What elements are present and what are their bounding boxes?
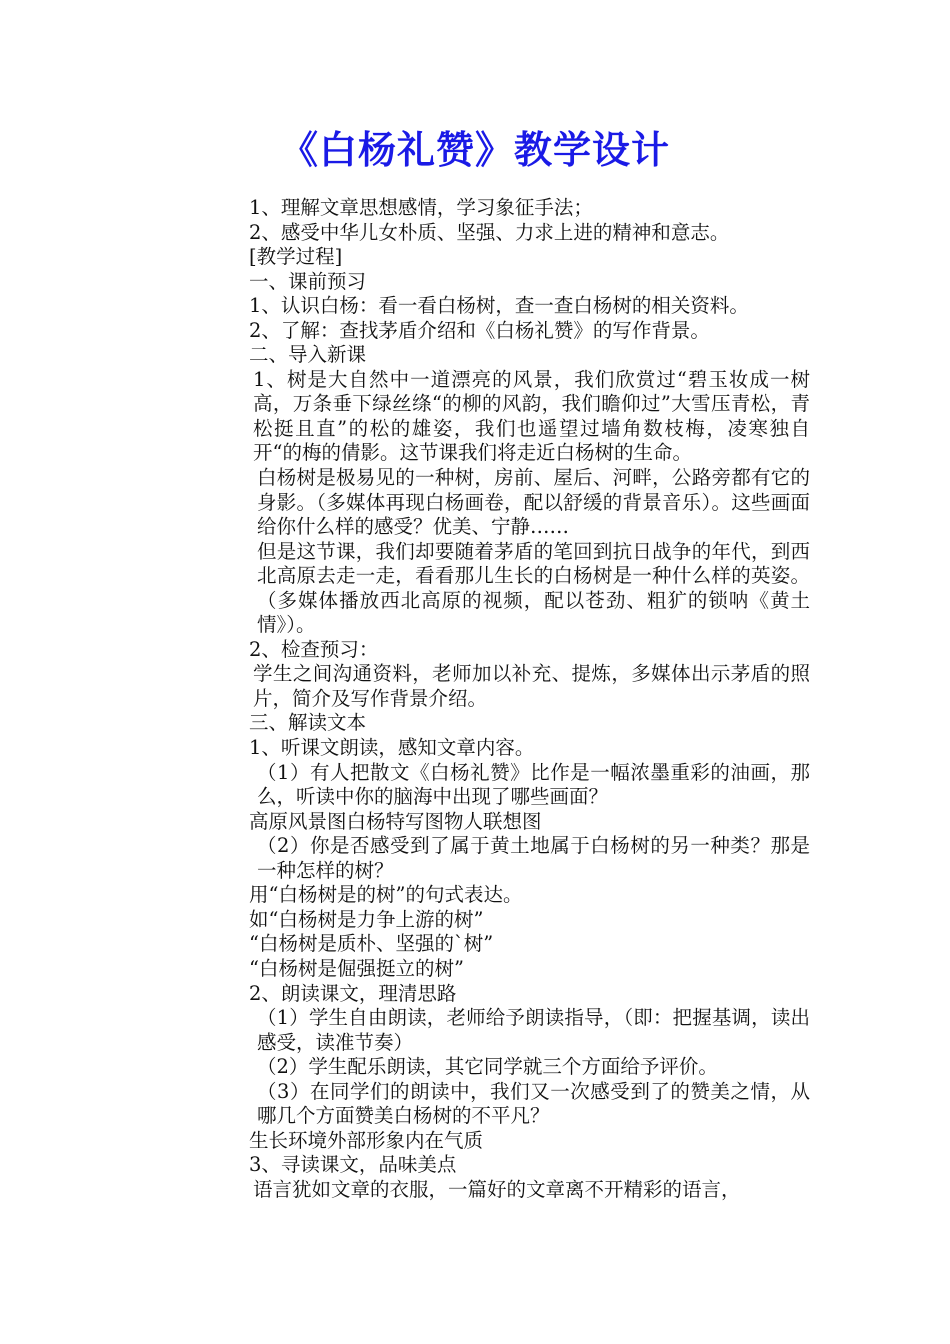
paragraph: 2、了解：查找茅盾介绍和《白杨礼赞》的写作背景。 xyxy=(249,318,710,342)
paragraph: “白杨树是质朴、坚强的`树” xyxy=(249,932,494,956)
paragraph: 1、认识白杨：看一看白杨树，查一查白杨树的相关资料。 xyxy=(249,294,749,318)
paragraph: （2）学生配乐朗读，其它同学就三个方面给予评价。 xyxy=(257,1055,718,1079)
paragraph: “白杨树是倔强挺立的树” xyxy=(249,956,464,980)
paragraph: [教学过程] xyxy=(249,245,343,269)
paragraph: 语言犹如文章的衣服，一篇好的文章离不开精彩的语言， xyxy=(253,1177,741,1201)
paragraph: 用“白杨树是的树”的句式表达。 xyxy=(249,883,523,907)
paragraph: 但是这节课，我们却要随着茅盾的笔回到抗日战争的年代，到西北高原去走一走，看看那儿生长的白杨树是一种什么样的英姿。（多媒体播放西北高原的视频，配以苍劲、粗犷的锁呐《黄土情》）。 xyxy=(257,539,810,637)
paragraph: 生长环境外部形象内在气质 xyxy=(249,1128,484,1152)
paragraph: 3、寻读课文，品味美点 xyxy=(249,1153,457,1177)
paragraph: 1、树是大自然中一道漂亮的风景，我们欣赏过“碧玉妆成一树高，万条垂下绿丝绦“的柳的风韵，我们瞻仰过”大雪压青松，青松挺且直”的松的雄姿，我们也遥望过墙角数枝梅，凌寒独自开“的梅的倩影。这节课我们将走近白杨树的生命。 xyxy=(253,367,810,465)
paragraph: （1）学生自由朗读，老师给予朗读指导，（即：把握基调，读出感受，读准节奏） xyxy=(257,1006,810,1054)
paragraph: 如“白杨树是力争上游的树” xyxy=(249,907,484,931)
paragraph: （3）在同学们的朗读中，我们又一次感受到了的赞美之情，从哪几个方面赞美白杨树的不平凡？ xyxy=(257,1079,810,1128)
paragraph: （1）有人把散文《白杨礼赞》比作是一幅浓墨重彩的油画，那么，听读中你的脑海中出现了哪些画面？ xyxy=(257,760,810,809)
paragraph: 一、课前预习 xyxy=(249,269,367,293)
paragraph: 二、导入新课 xyxy=(249,343,367,367)
paragraph: （2）你是否感受到了属于黄土地属于白杨树的另一种类？那是一种怎样的树？ xyxy=(257,834,810,882)
paragraph: 1、听课文朗读，感知文章内容。 xyxy=(249,736,535,760)
paragraph: 2、朗读课文，理清思路 xyxy=(249,981,457,1005)
paragraph: 学生之间沟通资料，老师加以补充、提炼，多媒体出示茅盾的照片，简介及写作背景介绍。 xyxy=(253,662,810,710)
document-body xyxy=(145,196,810,1202)
page-title: 《白杨礼赞》教学设计 xyxy=(279,128,670,172)
paragraph: 2、感受中华儿女朴质、坚强、力求上进的精神和意志。 xyxy=(249,220,730,244)
paragraph: 三、解读文本 xyxy=(249,711,367,735)
paragraph: 高原风景图白杨特写图物人联想图 xyxy=(249,809,542,833)
paragraph: 1、理解文章思想感情，学习象征手法； xyxy=(249,196,593,219)
paragraph: 2、检查预习： xyxy=(249,637,379,661)
paragraph: 白杨树是极易见的一种树，房前、屋后、河畔，公路旁都有它的身影。（多媒体再现白杨画卷，配以舒缓的背景音乐）。这些画面给你什么样的感受？优美、宁静…… xyxy=(257,466,810,539)
